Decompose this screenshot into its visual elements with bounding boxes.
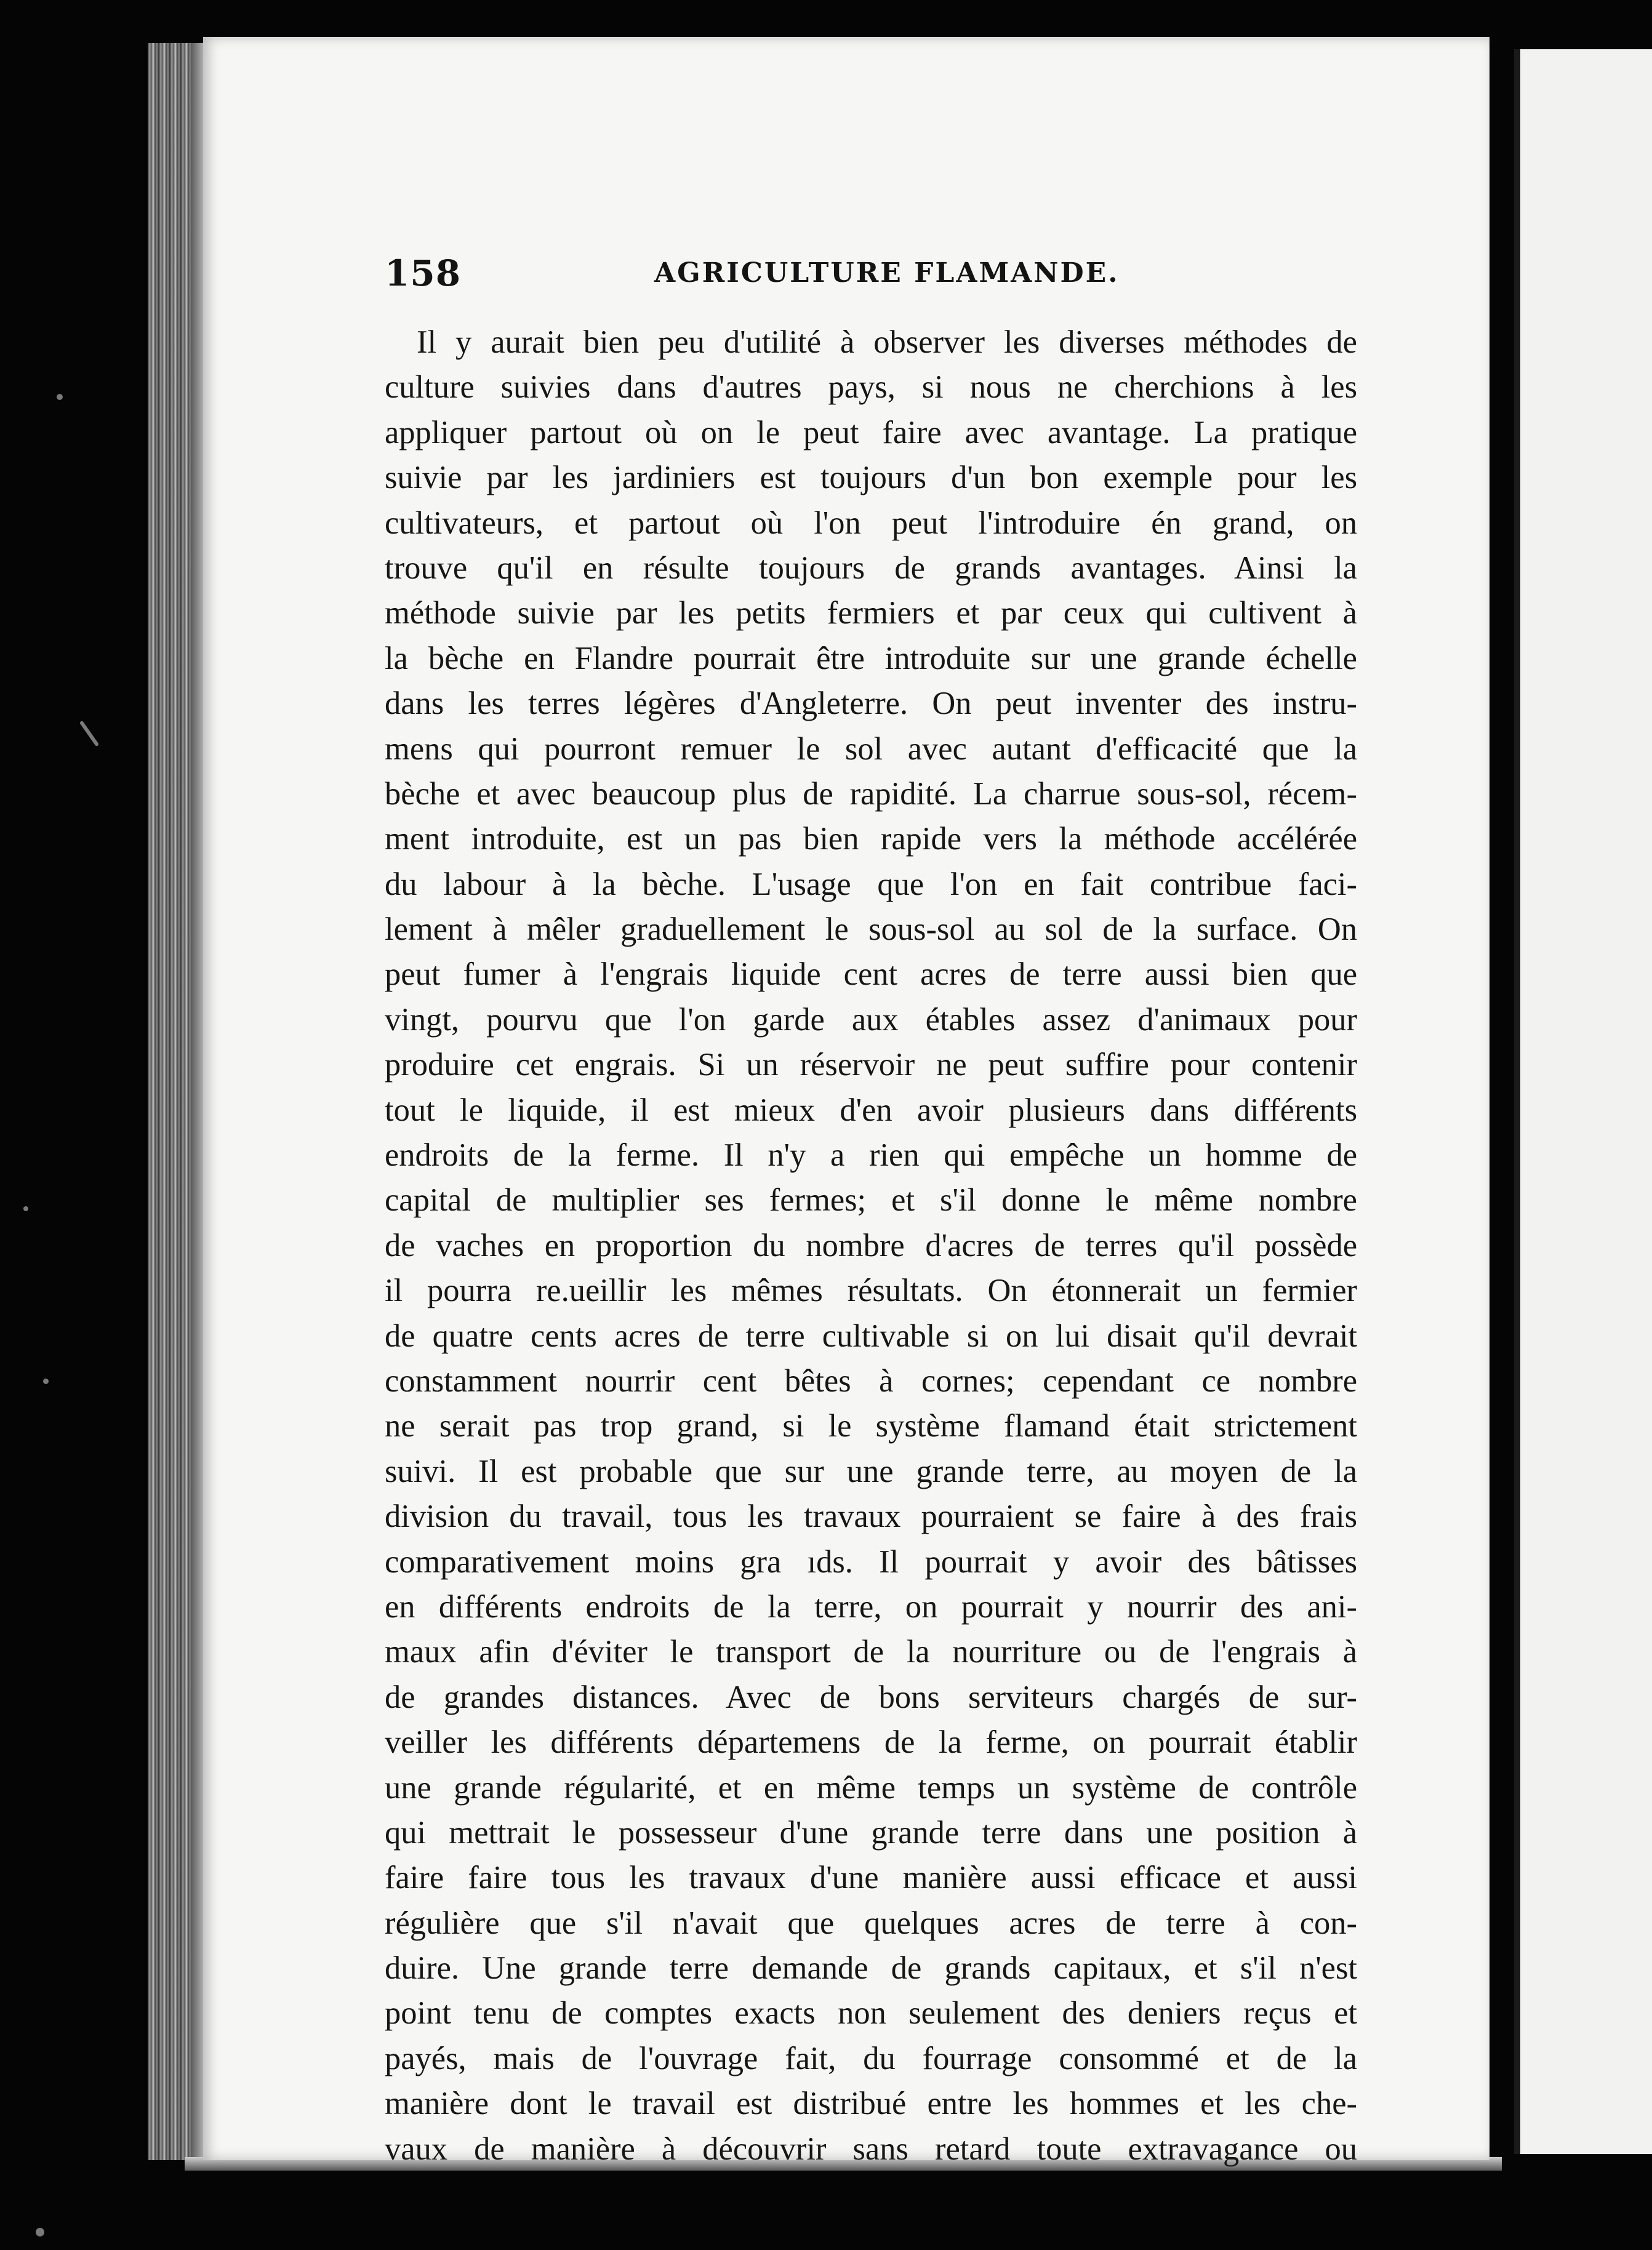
text-line: la bèche en Flandre pourrait être introduite sur une grande échelle: [385, 640, 1357, 676]
text-line: il pourra re.ueillir les mêmes résultats. On étonnerait un fermier: [385, 1273, 1357, 1309]
text-line: ment introduite, est un pas bien rapide vers la méthode accélérée: [385, 821, 1357, 857]
text-line: constamment nourrir cent bêtes à cornes; cependant ce nombre: [385, 1363, 1357, 1399]
text-line: de vaches en proportion du nombre d'acres de terres qu'il possède: [385, 1227, 1357, 1263]
text-line: culture suivies dans d'autres pays, si nous ne cherchions à les: [385, 369, 1357, 406]
text-line: du labour à la bèche. L'usage que l'on en fait contribue faci-: [385, 866, 1357, 902]
dust-speck: [36, 2228, 44, 2236]
text-line: suivie par les jardiniers est toujours d'un bon exemple pour les: [385, 460, 1357, 496]
text-line: vingt, pourvu que l'on garde aux étables assez d'animaux pour: [385, 1001, 1357, 1038]
text-line: régulière que s'il n'avait que quelques acres de terre à con-: [385, 1905, 1357, 1941]
text-line: appliquer partout où on le peut faire avec avantage. La pratique: [385, 414, 1357, 450]
text-line: en différents endroits de la terre, on pourrait y nourrir des ani-: [385, 1588, 1357, 1625]
text-line: veiller les différents départemens de la ferme, on pourrait établir: [385, 1724, 1357, 1761]
dust-speck: [23, 1206, 28, 1211]
text-line: de quatre cents acres de terre cultivable si on lui disait qu'il devrait: [385, 1318, 1357, 1354]
text-line: vaux de manière à découvrir sans retard toute extravagance ou: [385, 2131, 1357, 2167]
text-line: produire cet engrais. Si un réservoir ne peut suffire pour contenir: [385, 1047, 1357, 1083]
text-line: qui mettrait le possesseur d'une grande terre dans une position à: [385, 1814, 1357, 1851]
text-line: peut fumer à l'engrais liquide cent acres de terre aussi bien que: [385, 956, 1357, 993]
text-line: duire. Une grande terre demande de grands capitaux, et s'il n'est: [385, 1950, 1357, 1987]
body-paragraph: [385, 320, 1357, 2172]
text-line: mens qui pourront remuer le sol avec autant d'efficacité que la: [385, 731, 1357, 767]
page-number: 158: [385, 252, 462, 294]
text-line: lement à mêler graduellement le sous-sol au sol de la surface. On: [385, 911, 1357, 948]
text-line: de grandes distances. Avec de bons serviteurs chargés de sur-: [385, 1679, 1357, 1715]
dust-speck: [57, 394, 63, 400]
text-line: suivi. Il est probable que sur une grande terre, au moyen de la: [385, 1453, 1357, 1489]
text-line: endroits de la ferme. Il n'y a rien qui empêche un homme de: [385, 1137, 1357, 1174]
text-line: capital de multiplier ses fermes; et s'il donne le même nombre: [385, 1182, 1357, 1219]
text-line: bèche et avec beaucoup plus de rapidité. La charrue sous-sol, récem-: [385, 775, 1357, 812]
text-line: tout le liquide, il est mieux d'en avoir plusieurs dans différents: [385, 1092, 1357, 1128]
text-line: comparativement moins gra ıds. Il pourrait y avoir des bâtisses: [385, 1543, 1357, 1580]
text-line: Il y aurait bien peu d'utilité à observer les diverses méthodes de: [417, 324, 1357, 360]
text-line: point tenu de comptes exacts non seulement des deniers reçus et: [385, 1995, 1357, 2032]
text-line: méthode suivie par les petits fermiers et par ceux qui cultivent à: [385, 595, 1357, 631]
text-line: une grande régularité, et en même temps un système de contrôle: [385, 1769, 1357, 1806]
text-line: faire faire tous les travaux d'une manière aussi efficace et aussi: [385, 1860, 1357, 1896]
text-line: division du travail, tous les travaux pourraient se faire à des frais: [385, 1499, 1357, 1535]
text-line: manière dont le travail est distribué entre les hommes et les che-: [385, 2086, 1357, 2122]
running-title: AGRICULTURE FLAMANDE.: [654, 257, 1120, 289]
text-line: trouve qu'il en résulte toujours de grands avantages. Ainsi la: [385, 550, 1357, 586]
text-line: payés, mais de l'ouvrage fait, du fourrage consommé et de la: [385, 2040, 1357, 2076]
page-header: [385, 252, 1357, 295]
text-line: maux afin d'éviter le transport de la nourriture ou de l'engrais à: [385, 1634, 1357, 1670]
facing-page-edge: [1514, 49, 1652, 2154]
text-line: ne serait pas trop grand, si le système flamand était strictement: [385, 1408, 1357, 1444]
text-line: dans les terres légères d'Angleterre. On peut inventer des instru-: [385, 686, 1357, 722]
text-line: cultivateurs, et partout où l'on peut l'introduire én grand, on: [385, 505, 1357, 541]
dust-speck: [79, 721, 99, 747]
dust-speck: [43, 1379, 49, 1384]
book-page-edges: [148, 43, 197, 2160]
